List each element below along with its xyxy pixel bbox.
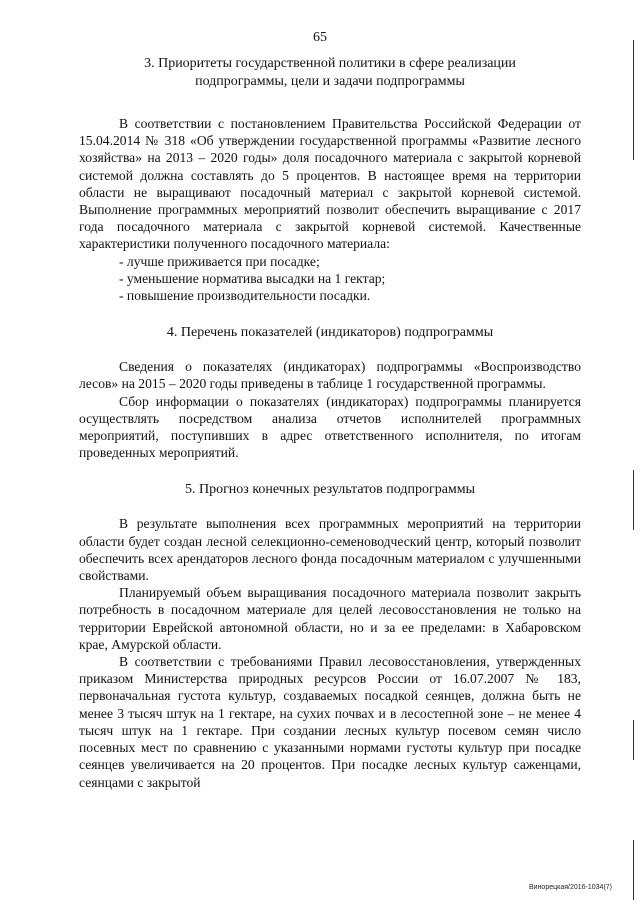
list-item: - повышение производительности посадки. [119, 288, 371, 304]
document-body [79, 55, 581, 791]
section-forecast [79, 481, 581, 790]
scan-edge-mark [633, 470, 635, 530]
title-line: 4. Перечень показателей (индикаторов) подпрограммы [166, 325, 494, 341]
scan-edge-mark [633, 720, 635, 760]
paragraph: В соответствии с требованиями Правил лесовосстановления, утвержденных приказом Министерства природных ресурсов России от 16.07.2007 № 183, первоначальная густота культур, создаваемых посадкой сеянцев, должна быть не менее 3 тысяч штук на 1 гектаре, на сухих почвах и в лесостепной зоне – не менее 4 тысяч штук на 1 гектаре. При создании лесных культур посевом семян число посевных мест по сравнению с указанными нормами густоты культур при посадке сеянцев увеличивается на 20 процентов. При посадке лесных культур саженцами, сеянцами с закрытой [79, 654, 581, 790]
list-item: - уменьшение норматива высадки на 1 гектар; [119, 270, 386, 286]
section-title-priorities [79, 55, 581, 91]
section-priorities [79, 55, 581, 304]
page-number: 65 [313, 30, 327, 45]
paragraph: Планируемый объем выращивания посадочного материала позволит закрыть потребность в посадочном материале для целей лесовосстановления не только на территории Еврейской автономной области, но и за ее пределами: в Хабаровском крае, Амурской области. [79, 585, 581, 652]
paragraph: Сведения о показателях (индикаторах) подпрограммы «Воспроизводство лесов» на 2015 – 2020 годы приведены в таблице 1 государственной программы. [79, 359, 581, 392]
section-indicators [79, 324, 581, 461]
section-title-indicators [79, 324, 581, 342]
paragraph: В соответствии с постановлением Правительства Российской Федерации от 15.04.2014 № 318 «Об утверждении государственной программы «Развитие лесного хозяйства» на 2013 – 2020 годы» доля посадочного материала с закрытой корневой системой должна составлять до 5 процентов. В настоящее время на территории области не выращивают посадочный материал с закрытой корневой системой. Выполнение программных мероприятий позволит обеспечить выращивание с 2017 года посадочного материала с закрытой корневой системой. Качественные характеристики полученного посадочного материала: [79, 116, 581, 252]
scan-edge-mark [633, 840, 635, 900]
document-footer-code: Винорецкая/2016-1034(7) [528, 884, 612, 891]
characteristics-list [79, 253, 581, 305]
section-title-forecast [79, 481, 581, 499]
scan-edge-mark [633, 40, 635, 160]
paragraph: В результате выполнения всех программных мероприятий на территории области будет создан лесной селекционно-семеноводческий центр, который позволит обеспечить всех арендаторов лесного фонда посадочным материалом с улучшенными свойствами. [79, 516, 581, 584]
paragraph: Сбор информации о показателях (индикаторах) подпрограммы планируется осуществлять посредством анализа отчетов исполнителей программных мероприятий, поступивших в адрес ответственного исполнителя, по итогам проведенных мероприятий. [79, 393, 581, 461]
title-line: подпрограммы, цели и задачи подпрограммы [195, 74, 465, 89]
title-line: 5. Прогноз конечных результатов подпрограммы [184, 482, 476, 498]
list-item: - лучше приживается при посадке; [119, 253, 320, 269]
title-line: 3. Приоритеты государственной политики в сфере реализации [144, 56, 516, 71]
